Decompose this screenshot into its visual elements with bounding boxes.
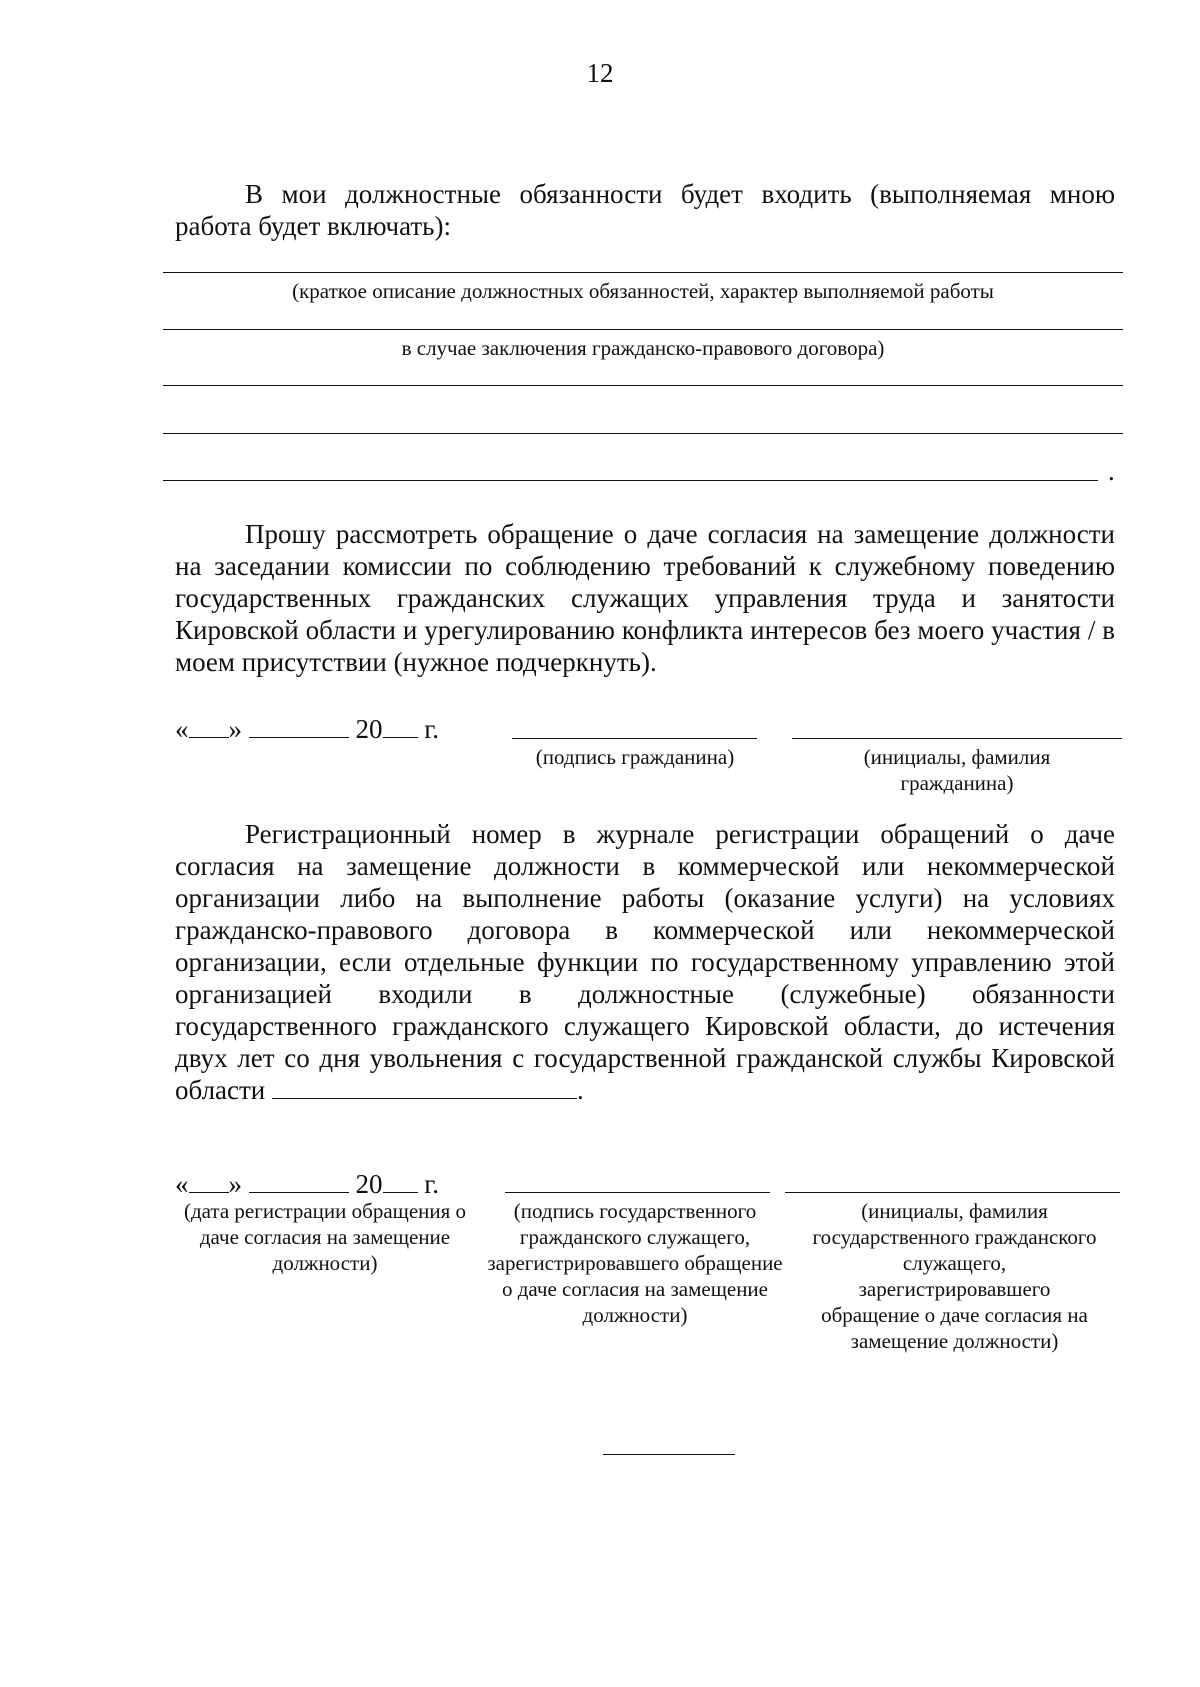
duties-caption-2: в случае заключения гражданско-правового договора) (401, 336, 885, 360)
citizen-signature-caption: (подпись гражданина) (535, 745, 735, 769)
date-line-1 (175, 713, 439, 745)
duties-blank-line-3 (163, 385, 1123, 386)
reg-date-open-quote: « (175, 1169, 189, 1199)
duties-intro: В мои должностные обязанности будет входить (выполняемая мною работа будет включать): (175, 179, 1115, 241)
citizen-signature-line (512, 738, 757, 739)
duties-caption-1: (краткое описание должностных обязанностей, характер выполняемой работы (292, 279, 994, 303)
reg-date-close-quote: » (228, 1169, 242, 1199)
day-blank (189, 713, 229, 738)
request-paragraph: Прошу рассмотреть обращение о даче согласия на замещение должности на заседании комиссии по соблюдению требований к служебному поведению государственных гражданских служащих управления труда и занятости Кировской области и урегулированию конфликта интересов без моего участия / в моем присутствии (нужное подчеркнуть). (175, 519, 1115, 677)
reg-year-prefix: 20 (355, 1169, 383, 1199)
servant-signature-line (505, 1192, 770, 1193)
duties-blank-line-5 (163, 480, 1098, 481)
citizen-name-line (792, 738, 1122, 739)
page-number: 12 (586, 58, 614, 88)
date-line-2 (175, 1168, 439, 1200)
year-prefix: 20 (355, 714, 383, 744)
reg-year-suffix: г. (424, 1169, 440, 1199)
year-suffix: г. (424, 714, 440, 744)
servant-signature-caption: (подпись государственного гражданского служащего, зарегистрировавшего обращение о даче согласия на замещение должности) (487, 1199, 783, 1327)
servant-name-caption: (инициалы, фамилия государственного гражданского служащего, зарегистрировавшего обращение о даче согласия на замещение должности) (812, 1199, 1097, 1353)
reg-year-blank (383, 1168, 418, 1193)
date-close-quote: » (228, 714, 242, 744)
month-blank (249, 713, 349, 738)
date-open-quote: « (175, 714, 189, 744)
duties-end-period: . (1108, 456, 1115, 486)
reg-month-blank (249, 1168, 349, 1193)
closing-divider (603, 1454, 735, 1455)
year-blank (383, 713, 418, 738)
duties-blank-line-2 (163, 329, 1123, 330)
registration-end-period: . (577, 1075, 584, 1105)
registration-date-caption: (дата регистрации обращения о даче согласия на замещение должности) (183, 1199, 467, 1275)
servant-name-line (785, 1192, 1120, 1193)
registration-paragraph (175, 818, 1115, 1106)
reg-day-blank (189, 1168, 229, 1193)
duties-blank-line-4 (163, 433, 1123, 434)
duties-blank-line-1 (163, 272, 1123, 273)
citizen-name-caption: (инициалы, фамилия гражданина) (863, 745, 1051, 795)
registration-number-blank (272, 1078, 577, 1099)
registration-text: Регистрационный номер в журнале регистрации обращений о даче согласия на замещение должности в коммерческой или некоммерческой организации либо на выполнение работы (оказание услуги) на условиях гражданско-правового договора в коммерческой или некоммерческой организации, если отдельные функции по государственному управлению этой организацией входили в должностные (служебные) обязанности государственного гражданского служащего Кировской области, до истечения двух лет со дня увольнения с государственной гражданской службы Кировской области (175, 819, 1115, 1105)
